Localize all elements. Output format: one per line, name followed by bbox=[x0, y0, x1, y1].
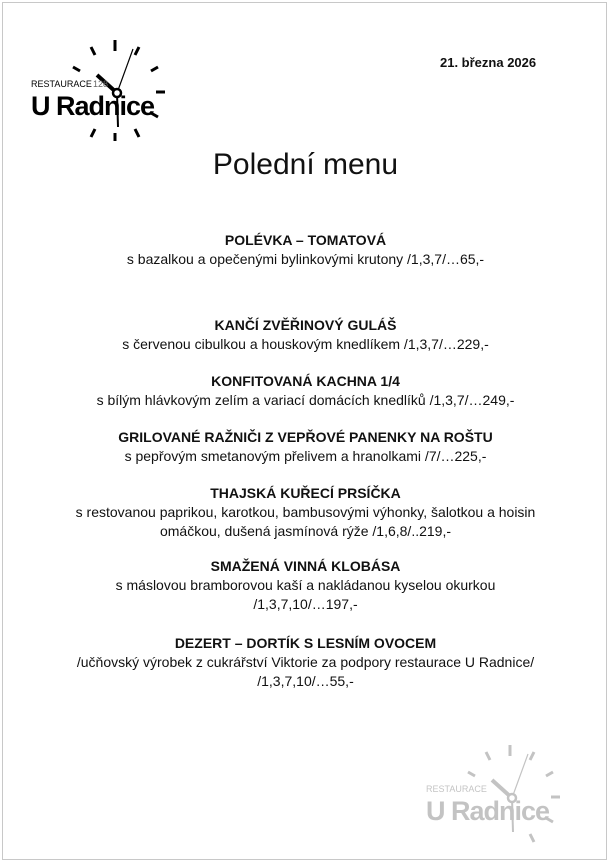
menu-item-name: POLÉVKA – TOMATOVÁ bbox=[224, 232, 387, 248]
menu-item-description: s bílým hlávkovým zelím a variací domácích knedlíků /1,3,7/…249,- bbox=[96, 392, 515, 408]
watermark-small-text: RESTAURACE bbox=[426, 784, 487, 794]
menu-item bbox=[0, 316, 611, 354]
menu-item-description: s bazalkou a opečenými bylinkovými krutony /1,3,7/…65,- bbox=[126, 251, 485, 267]
menu-item-name: GRILOVANÉ RAŽNIČI Z VEPŘOVÉ PANENKY NA ROŠTU bbox=[118, 429, 493, 445]
watermark-name: U Radnice bbox=[426, 796, 550, 826]
menu-item bbox=[0, 372, 611, 410]
menu-item-description: s pepřovým smetanovým přelivem a hranolkami /7/…225,- bbox=[124, 448, 487, 464]
logo-number: 128 bbox=[93, 79, 109, 89]
menu-item bbox=[0, 557, 611, 614]
menu-item-name: SMAŽENÁ VINNÁ KLOBÁSA bbox=[210, 558, 401, 574]
menu-item bbox=[0, 428, 611, 466]
logo-name: U Radnice bbox=[31, 91, 155, 121]
menu-item bbox=[0, 484, 611, 541]
page-title: Polední menu bbox=[212, 148, 399, 181]
menu-item-name: DEZERT – DORTÍK S LESNÍM OVOCEM bbox=[174, 635, 437, 651]
menu-item-description: /1,3,7,10/…55,- bbox=[257, 673, 354, 689]
menu-item-description: /1,3,7,10/…197,- bbox=[253, 596, 358, 612]
menu-item bbox=[0, 634, 611, 691]
menu-item-description: s červenou cibulkou a houskovým knedlíkem /1,3,7/…229,- bbox=[122, 336, 489, 352]
menu-item-description: /učňovský výrobek z cukrářství Viktorie za podpory restaurace U Radnice/ bbox=[76, 654, 535, 670]
logo-small-text: RESTAURACE bbox=[31, 79, 92, 89]
menu-item-name: KANČÍ ZVĚŘINOVÝ GULÁŠ bbox=[214, 317, 397, 333]
menu-item-name: THAJSKÁ KUŘECÍ PRSÍČKA bbox=[210, 485, 401, 501]
watermark-logo bbox=[420, 740, 570, 850]
menu-item-description: s máslovou bramborovou kaší a nakládanou kyselou okurkou bbox=[115, 577, 496, 593]
menu-item-name: KONFITOVANÁ KACHNA 1/4 bbox=[211, 373, 400, 389]
menu-item bbox=[0, 231, 611, 269]
menu-item-description: s restovanou paprikou, karotkou, bambusovými výhonky, šalotkou a hoisin bbox=[75, 504, 536, 520]
menu-item-description: omáčkou, dušená jasmínová rýže /1,6,8/..219,- bbox=[159, 523, 452, 539]
menu-date: 21. března 2026 bbox=[440, 55, 537, 70]
restaurant-logo bbox=[25, 35, 175, 145]
